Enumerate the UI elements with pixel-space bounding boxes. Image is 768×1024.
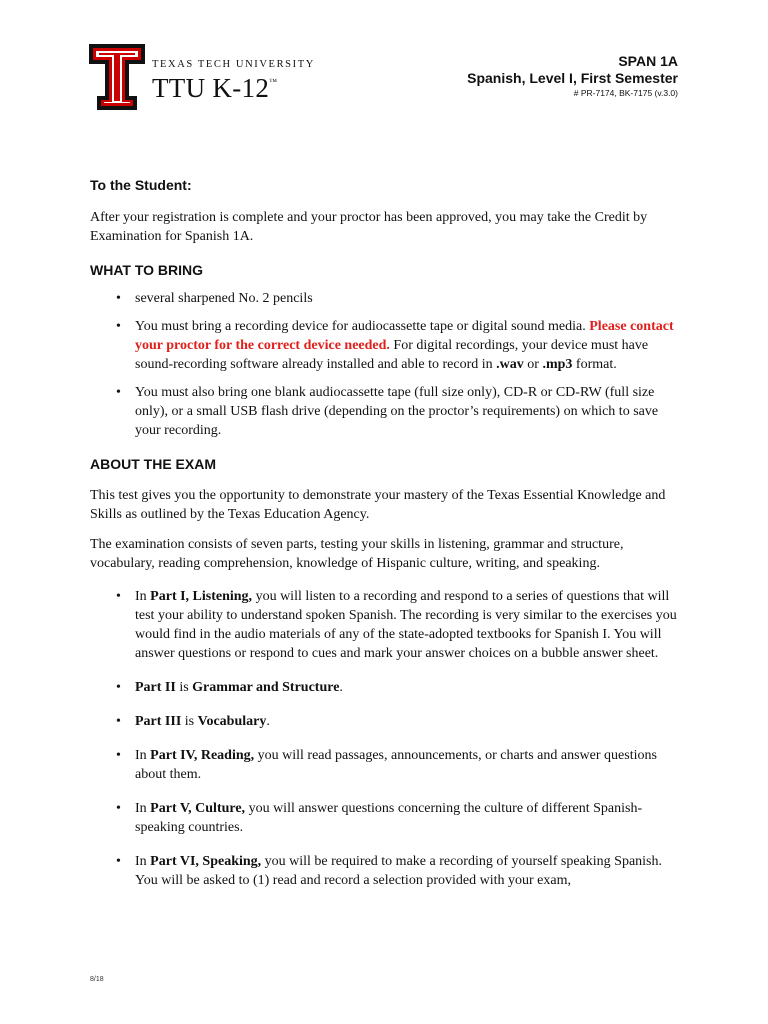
period: . — [339, 680, 343, 695]
part-label: Part II — [135, 680, 176, 695]
part-description: you will answer questions concerning the culture of different Spanish-speaking countries. — [135, 801, 643, 835]
logo-program-text: TTU K-12 — [152, 73, 270, 103]
part-description: you will listen to a recording and respond to a series of questions that will test your ability to understand spoken Spanish. The recording is very similar to the exercises you would find in the audio materials of any of the state-adopted textbooks for Spanish I. You will answer questions or respond to cues and mark your answer choices on a bubble answer sheet. — [135, 589, 677, 661]
trademark-symbol: ™ — [269, 77, 278, 86]
bring-item-storage-media — [90, 383, 682, 440]
about-paragraph-2: The examination consists of seven parts, testing your skills in listening, grammar and structure, vocabulary, reading comprehension, knowledge of Hispanic culture, writing, and speaking. — [90, 537, 624, 571]
part-5-culture — [90, 799, 682, 837]
part-topic: Grammar and Structure — [192, 680, 340, 695]
or-text: or — [527, 357, 539, 372]
in-text: In — [135, 748, 147, 763]
proctor-contact-notice: Please contact your proctor for the correct device needed. — [135, 319, 674, 353]
bring-item-text: You must bring a recording device for audiocassette tape or digital sound media. — [135, 319, 586, 334]
period: . — [266, 714, 270, 729]
is-text: is — [184, 714, 195, 729]
bring-item-text: several sharpened No. 2 pencils — [135, 291, 313, 306]
document-body — [90, 176, 682, 890]
footer-date: 8/18 — [90, 976, 104, 983]
mp3-format: .mp3 — [542, 357, 573, 372]
wav-format: .wav — [496, 357, 524, 372]
part-3-vocabulary — [90, 712, 682, 731]
bring-item-text: You must also bring one blank audiocassette tape (full size only), CD-R or CD-RW (full size only), or a small USB flash drive (depending on the proctor’s requirements) on which to save your recording. — [135, 385, 659, 438]
part-label: Part III — [135, 714, 182, 729]
logo-university-name: TEXAS TECH UNIVERSITY — [152, 59, 315, 70]
part-label: Part VI, Speaking, — [150, 854, 262, 869]
part-1-listening — [90, 587, 682, 663]
part-topic: Vocabulary — [197, 714, 267, 729]
in-text: In — [135, 589, 147, 604]
bring-item-recording-device — [90, 317, 682, 374]
part-label: Part IV, Reading, — [150, 748, 255, 763]
part-description: you will be required to make a recording of yourself speaking Spanish. You will be asked to (1) read and record a selection provided with your exam, — [135, 854, 662, 888]
bring-item-pencils — [90, 289, 682, 308]
course-title: Spanish, Level I, First Semester — [467, 70, 678, 86]
what-to-bring-list — [90, 289, 682, 440]
part-6-speaking — [90, 852, 682, 890]
in-text: In — [135, 854, 147, 869]
double-t-logo-icon — [89, 44, 145, 110]
part-description: you will read passages, announcements, or charts and answer questions about them. — [135, 748, 657, 782]
what-to-bring-heading: WHAT TO BRING — [90, 262, 204, 278]
part-label: Part V, Culture, — [150, 801, 246, 816]
logo-program-name — [152, 73, 277, 104]
intro-heading: To the Student: — [90, 177, 192, 193]
part-2-grammar — [90, 678, 682, 697]
part-label: Part I, Listening, — [150, 589, 253, 604]
exam-parts-list — [90, 587, 682, 890]
bring-item-text: For digital recordings, your device must have sound-recording software already installed and able to record in — [135, 338, 649, 372]
product-number: # PR-7174, BK-7175 (v.3.0) — [573, 88, 678, 98]
about-exam-heading: ABOUT THE EXAM — [90, 456, 216, 472]
format-text: format. — [575, 357, 617, 372]
intro-paragraph: After your registration is complete and your proctor has been approved, you may take the Credit by Examination for Spanish 1A. — [90, 210, 648, 244]
course-code: SPAN 1A — [618, 53, 678, 69]
part-4-reading — [90, 746, 682, 784]
about-paragraph-1: This test gives you the opportunity to demonstrate your mastery of the Texas Essential Knowledge and Skills as outlined by the Texas Education Agency. — [90, 488, 666, 522]
ttu-k12-logo — [89, 44, 315, 110]
is-text: is — [179, 680, 189, 695]
in-text: In — [135, 801, 147, 816]
